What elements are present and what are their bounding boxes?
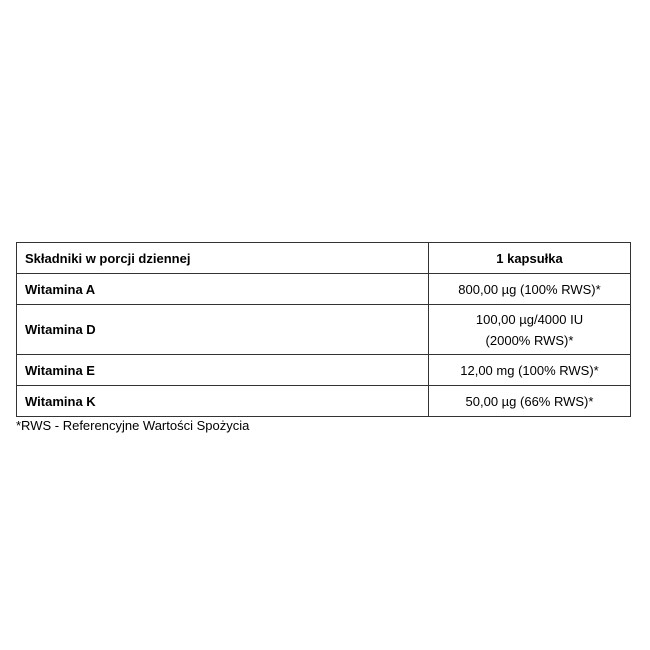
header-amount: 1 kapsułka	[429, 243, 631, 274]
row-value	[429, 305, 631, 355]
nutrition-table	[16, 242, 631, 417]
row-name: Witamina D	[17, 305, 429, 355]
table-row-vitamin-d	[17, 305, 631, 355]
row-value	[429, 355, 631, 386]
row-value-line: 50,00 µg (66% RWS)*	[465, 393, 594, 409]
table-row-vitamin-a	[17, 274, 631, 305]
row-name: Witamina E	[17, 355, 429, 386]
table-row-vitamin-k	[17, 386, 631, 417]
header-ingredient: Składniki w porcji dziennej	[17, 243, 429, 274]
table-row-vitamin-e	[17, 355, 631, 386]
row-name: Witamina K	[17, 386, 429, 417]
nutrition-table-container	[16, 242, 630, 417]
row-value	[429, 386, 631, 417]
row-value-line-2: (2000% RWS)*	[485, 332, 574, 348]
row-name: Witamina A	[17, 274, 429, 305]
row-value	[429, 274, 631, 305]
row-value-line: 12,00 mg (100% RWS)*	[460, 362, 599, 378]
row-value-line: 100,00 µg/4000 IU	[475, 311, 584, 327]
row-value-line: 800,00 µg (100% RWS)*	[458, 281, 601, 297]
table-header-row	[17, 243, 631, 274]
rws-footnote: *RWS - Referencyjne Wartości Spożycia	[16, 418, 250, 433]
